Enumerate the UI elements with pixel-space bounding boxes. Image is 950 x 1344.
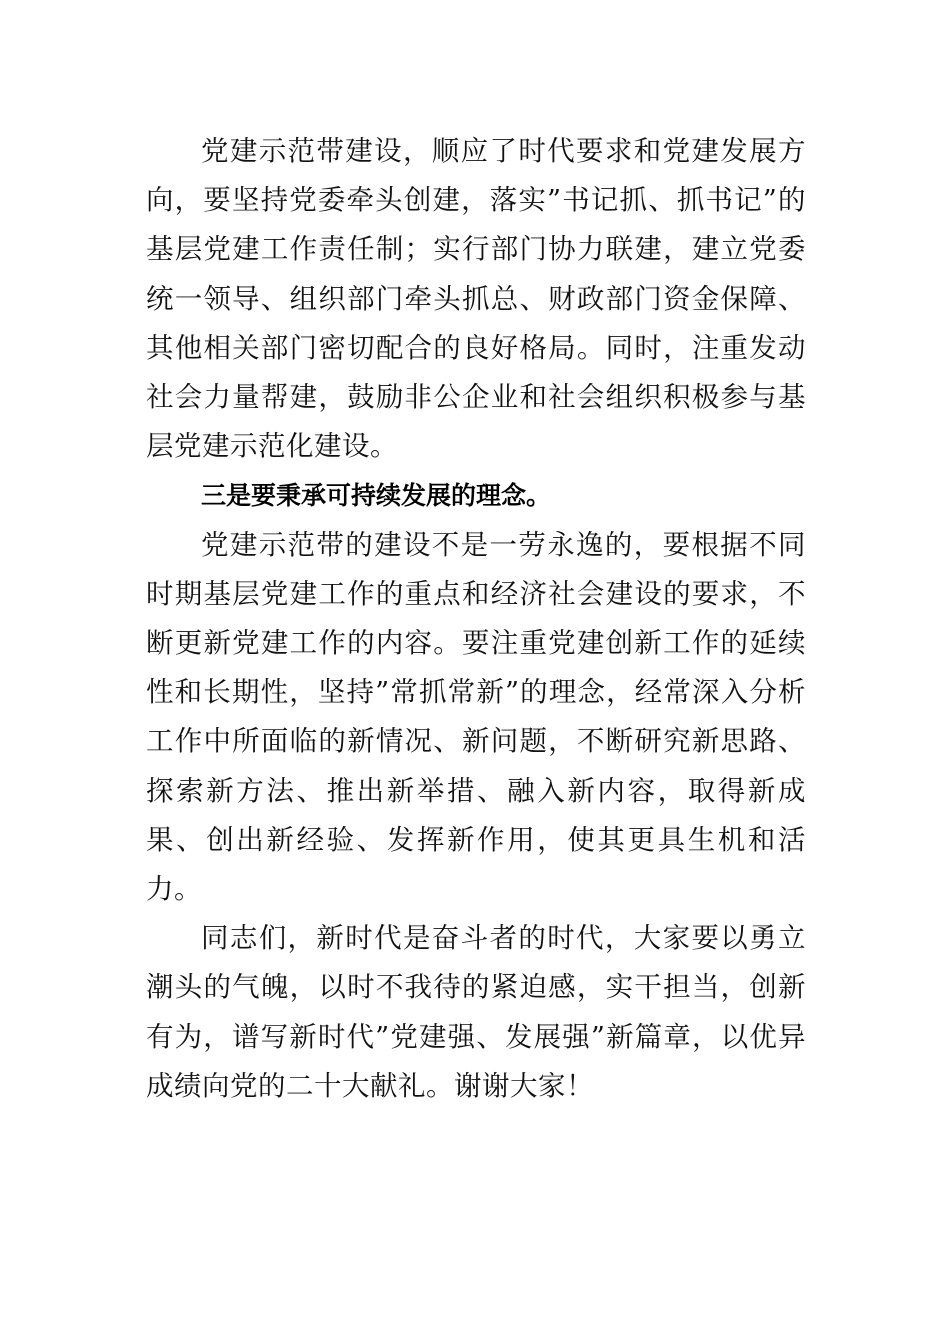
paragraph-continuous-innovation: 党建示范带的建设不是一劳永逸的，要根据不同时期基层党建工作的重点和经济社会建设的要求，不断更新党建工作的内容。要注重党建创新工作的延续性和长期性，坚持”常抓常新”的理念，经常深入分析工作中所面临的新情况、新问题，不断研究新思路、探索新方法、推出新举措、融入新内容，取得新成果、创出新经验、发挥新作用，使其更具生机和活力。 xyxy=(146,528,806,906)
section-heading-sustainable-development: 三是要秉承可持续发展的理念。 xyxy=(201,481,552,511)
document-body xyxy=(146,127,806,1111)
paragraph-closing-remarks: 同志们，新时代是奋斗者的时代，大家要以勇立潮头的气魄，以时不我待的紧迫感，实干担当，创新有为，谱写新时代”党建强、发展强”新篇章，以优异成绩向党的二十大献礼。谢谢大家！ xyxy=(146,922,806,1102)
paragraph-party-building-demo-belt: 党建示范带建设，顺应了时代要求和党建发展方向，要坚持党委牵头创建，落实”书记抓、抓书记”的基层党建工作责任制；实行部门协力联建，建立党委统一领导、组织部门牵头抓总、财政部门资金保障、其他相关部门密切配合的良好格局。同时，注重发动社会力量帮建，鼓励非公企业和社会组织积极参与基层党建示范化建设。 xyxy=(146,135,806,463)
